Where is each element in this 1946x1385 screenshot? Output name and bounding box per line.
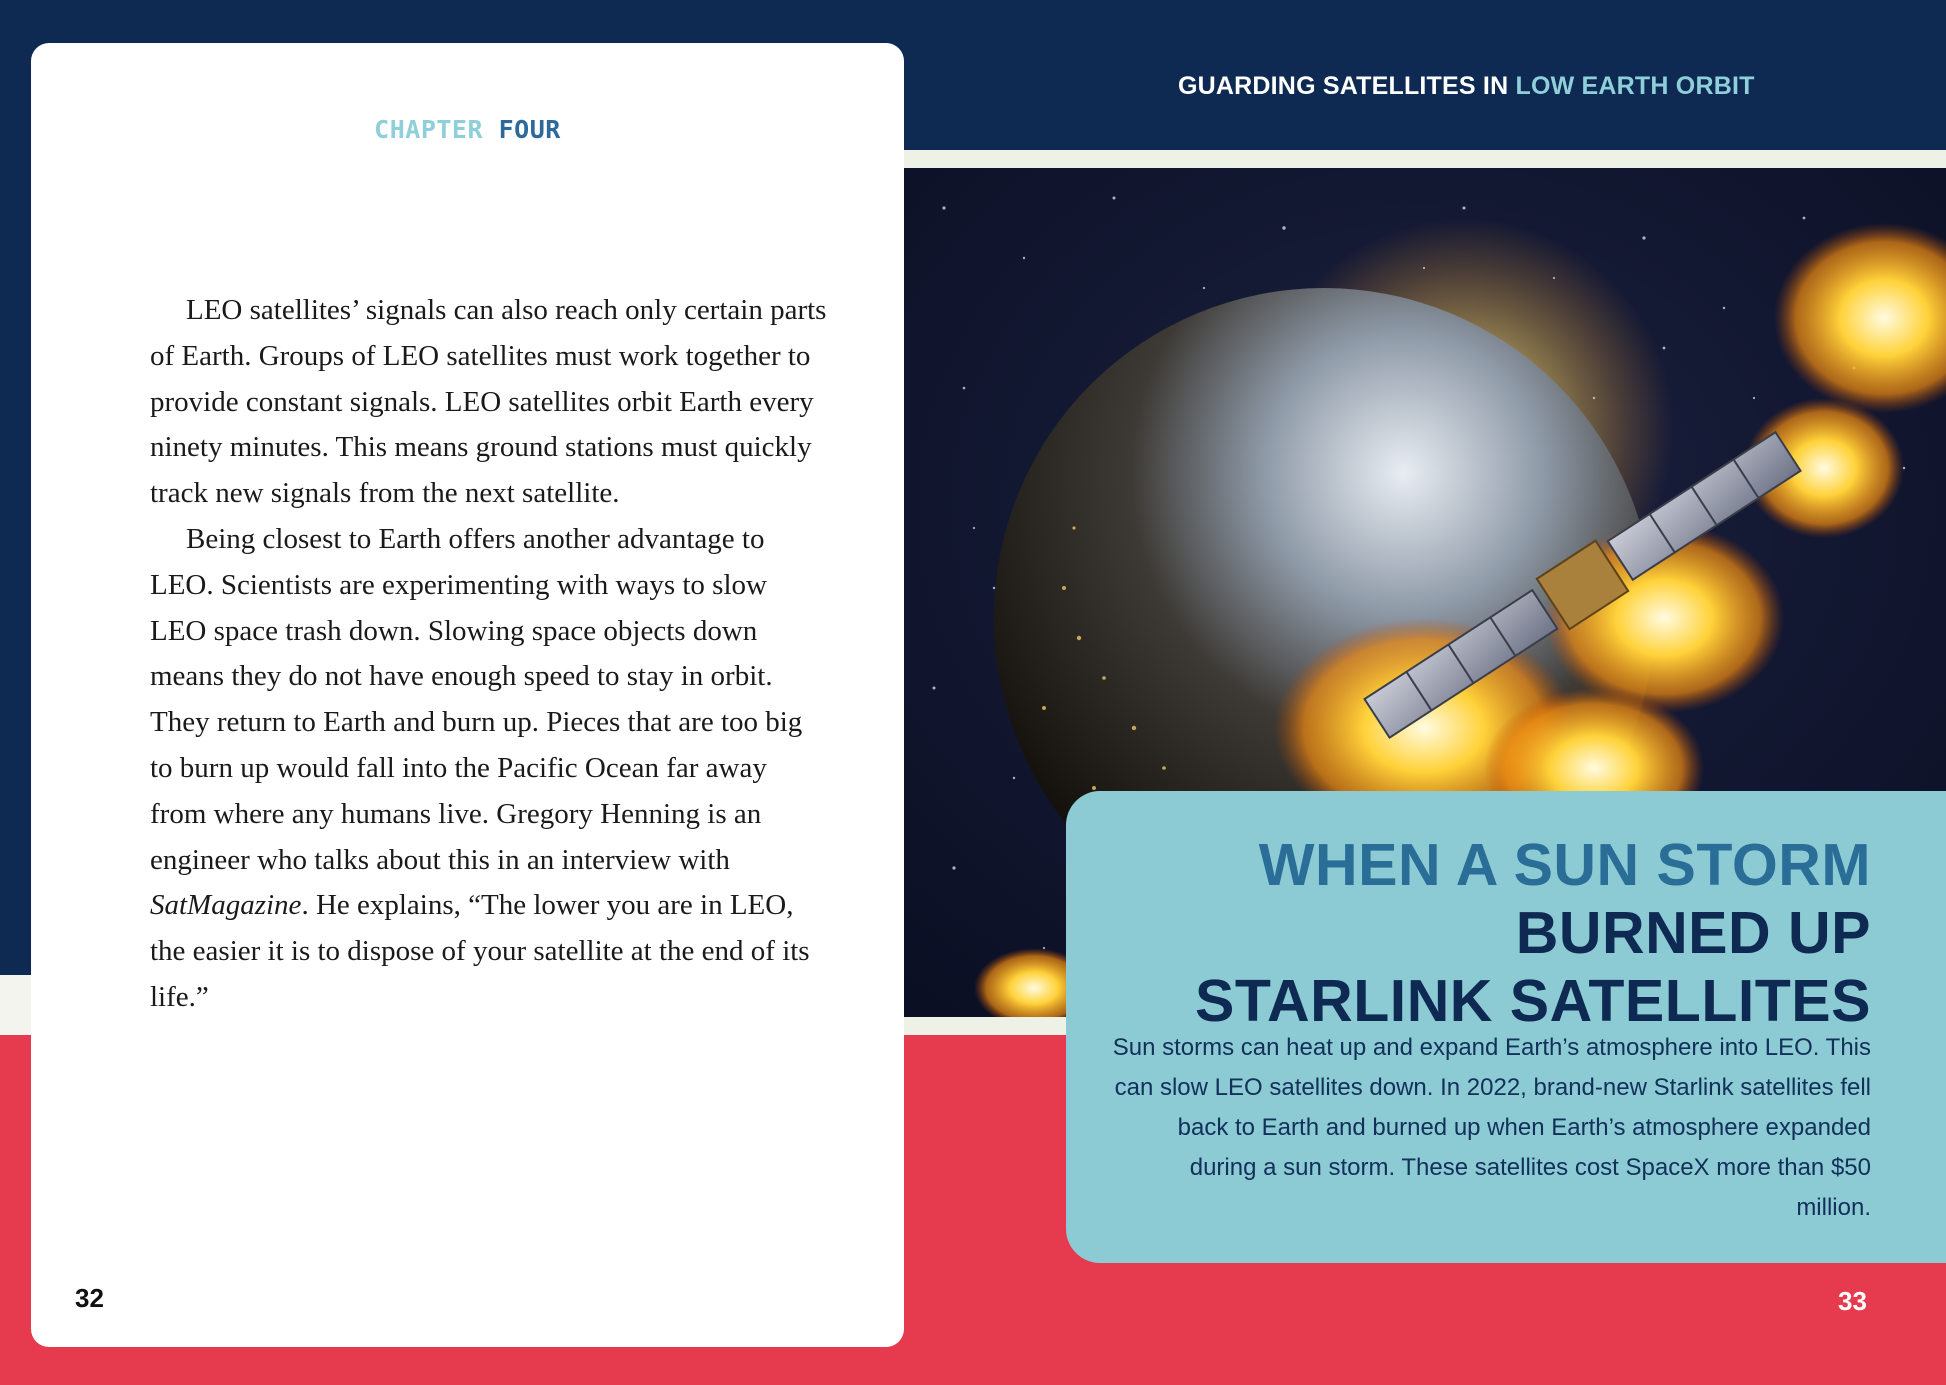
chapter-number: FOUR bbox=[498, 115, 561, 144]
page-number-right: 33 bbox=[1838, 1286, 1867, 1316]
paragraph-1: LEO satellites’ signals can also reach only certain parts of Earth. Groups of LEO satellites must work together to provide constant signals. LEO satellites orbit Earth every ninety minutes. This means ground stations must quickly track new signals from the next satellite. bbox=[150, 294, 827, 510]
photo-border-top bbox=[904, 150, 1946, 168]
source-title: SatMagazine bbox=[150, 889, 302, 922]
page-number-left: 32 bbox=[75, 1283, 104, 1313]
sidebar-title-line-1: WHEN A SUN STORM bbox=[1258, 832, 1871, 898]
running-head-white: GUARDING SATELLITES IN bbox=[1178, 72, 1509, 100]
chapter-word: CHAPTER bbox=[374, 115, 484, 144]
paragraph-2-main: Being closest to Earth offers another advantage to LEO. Scientists are experimenting with ways to slow LEO space trash down. Slowing space objects down means they do not have enough speed to stay in orbit. They return to Earth and burn up. Pieces that are too big to burn up would fall into the Pacific Ocean far away from where any humans live. Gregory Henning is an engineer who talks about this in an interview with bbox=[150, 522, 803, 876]
left-page-card bbox=[31, 43, 904, 1347]
sidebar-title-line-2: BURNED UP bbox=[1515, 900, 1871, 966]
running-head-blue: LOW EARTH ORBIT bbox=[1515, 72, 1755, 100]
quote: . He explains, “The lower you are in LEO, the easier it is to dispose of your satellite at the end of its life.” bbox=[150, 889, 810, 1013]
running-head bbox=[1178, 72, 1755, 101]
sidebar-title-line-3: STARLINK SATELLITES bbox=[1195, 968, 1871, 1034]
chapter-heading bbox=[31, 115, 904, 144]
sidebar-text: Sun storms can heat up and expand Earth’s atmosphere into LEO. This can slow LEO satellites down. In 2022, brand-new Starlink satellites fell back to Earth and burned up when Earth’s atmosphere expanded during a sun storm. These satellites cost SpaceX more than $50 million. bbox=[1112, 1034, 1871, 1221]
paragraph-2 bbox=[150, 517, 830, 1021]
sidebar-title bbox=[1195, 831, 1871, 1035]
body-text bbox=[150, 288, 830, 1021]
sidebar-box bbox=[1066, 791, 1946, 1263]
